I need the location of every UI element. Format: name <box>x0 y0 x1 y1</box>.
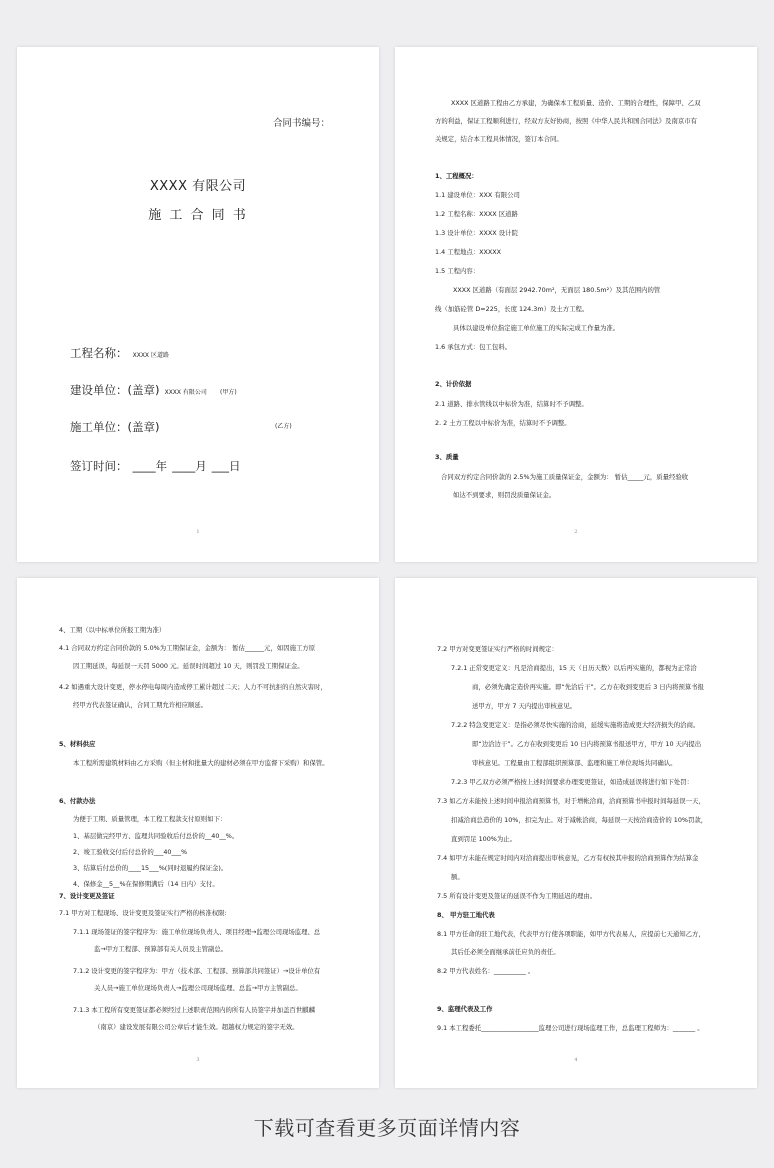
page-3 <box>17 578 379 1088</box>
sign-date-year: ____年 <box>132 459 168 473</box>
contractor-label-text: 施工单位：(盖章) <box>70 420 160 434</box>
project-row <box>70 342 169 361</box>
clause-line: 审核意见。工程量由工程部组织预算部、监理和施工单位现场共同确认。 <box>472 759 677 767</box>
clause-line: 额。 <box>451 873 464 881</box>
clause-line: 2.1 道路、排水管线以中标价为准，结算时不予调整。 <box>435 400 588 408</box>
clause-line: 7.2.1 正常变更定义：凡是洽商提出，15 天（日历天数）以后再实施的，都视为正常洽 <box>451 664 697 672</box>
page-number: 4 <box>574 1057 578 1063</box>
clause-line: 如达不到要求，则罚没质量保证金。 <box>453 491 556 499</box>
clause-line: 扣减洽商总造价的 10%，扣完为止。对于减帐洽商，每延误一天按洽商造价的 10%罚款， <box>451 816 708 824</box>
clause-line: 7.3 如乙方未能按上述时间申报洽商预算书，对于增帐洽商，洽商预算书申报时间每延误一天， <box>437 797 705 805</box>
clause-line: 7.2 甲方对变更签证实行严格的时间规定： <box>437 645 558 653</box>
section-heading: 7、设计变更及签证 <box>59 892 115 900</box>
clause-line: 9.1 本工程委托__________________监理公司进行现场监理工作，总监理工程师为：_______ 。 <box>437 1024 704 1032</box>
clause-line: 1.5 工程内容： <box>435 267 480 275</box>
sign-date-day: ___日 <box>211 459 241 473</box>
clause-line: 1.6 承包方式：包工包料。 <box>435 343 512 351</box>
page-number: 3 <box>196 1057 200 1063</box>
clause-line: 7.1 甲方对工程现场、设计变更及签证实行严格的核准权限: <box>59 909 227 917</box>
page-4 <box>395 578 757 1088</box>
section-heading: 2、计价依据 <box>435 380 472 388</box>
paragraph-line: 方的利益，保证工程顺利进行，经双方友好协商，按照《中华人民共和国合同法》及南京市有 <box>435 117 698 125</box>
project-value: XXXX 区道路 <box>132 352 169 359</box>
section-heading: 3、质量 <box>435 453 459 461</box>
clause-line: 4.2 如遇重大设计变更，停水停电每周内造成停工累计超过二天；人力不可抗拒的自然灾害时， <box>59 683 327 691</box>
clause-line: 1、基层做完经甲方、监理共同验收后付总价的__40__%。 <box>73 832 239 840</box>
download-more-caption: 下载可查看更多页面详情内容 <box>253 1116 521 1140</box>
builder-value: XXXX 有限公司 <box>164 389 207 396</box>
clause-line: 为便于工期、质量管理，本工程工程款支付原则如下： <box>73 815 227 823</box>
clause-line: 1.4 工程地点：XXXXX <box>435 248 502 256</box>
clause-line: 3、结算后付总价的____15___%(同时退履约保证金)。 <box>73 864 228 872</box>
clause-line: 7.5 所有设计变更及签证的延误不作为工期延迟的理由。 <box>437 892 597 900</box>
clause-line: 线（加筋砼管 D=225，长度 124.3m）及土方工程。 <box>435 305 589 313</box>
clause-line: 其后任必须全面继承前任应负的责任。 <box>451 948 560 956</box>
section-heading: 9、监理代表及工作 <box>437 1005 493 1013</box>
clause-line: 7.4 如甲方未能在规定时间内对洽商提出审核意见，乙方有权按其申报的洽商预算作为结算金 <box>437 854 699 862</box>
clause-line: 4.1 合同双方约定合同价款的 5.0%为工期保证金，金额为： 暂估______元，如因施工方原 <box>59 644 316 652</box>
clause-line: 经甲方代表签证确认，合同工期允许相应顺延。 <box>73 701 208 709</box>
section-heading: 4、工期（以中标单位所报工期为准） <box>59 626 166 634</box>
company-name: XXXX 有限公司 <box>149 179 247 194</box>
page-number: 1 <box>196 529 200 535</box>
project-label: 工程名称： <box>70 346 128 360</box>
sign-date-label: 签订时间： <box>70 459 128 473</box>
clause-line: 2、竣工验收交付后付总价的___40___% <box>73 848 188 856</box>
clause-line: 本工程所需建筑材料由乙方采购（但主材和批量大的建材必须在甲方监督下采购）和保管。 <box>73 759 329 767</box>
clause-line: 1.2 工程名称：XXXX 区道路 <box>435 210 518 218</box>
clause-line: 关人员→施工单位现场负责人→监理公司现场监理、总监→甲方主管副总。 <box>94 984 302 992</box>
contractor-party: (乙方) <box>275 423 292 430</box>
clause-line: 8.1 甲方任命的驻工地代表，代表甲方行使各项职能，如甲方代表易人，应提前七天通知乙方， <box>437 930 705 938</box>
section-heading: 5、材料供应 <box>59 740 96 748</box>
clause-line: 1.1 建设单位：XXX 有限公司 <box>435 191 520 199</box>
page-cover <box>17 47 379 562</box>
contractor-label <box>70 416 159 435</box>
section-heading: 8、 甲方驻工地代表 <box>437 911 495 919</box>
clause-line: 合同双方约定合同价款的 2.5%为施工质量保证金，金额为： 暂估_____元，质量经验收 <box>441 473 689 481</box>
clause-line: 监→甲方工程部、预算部有关人员及主管副总。 <box>94 945 228 953</box>
clause-line: 商，必须先确定造价再实施。即“先洽后干”。乙方在收到变更后 3 日内将预算书报 <box>472 683 705 691</box>
clause-line: XXXX 区道路（有面层 2942.70m²，无面层 180.5m²）及其范围内的管 <box>453 286 661 294</box>
clause-line: 7.1.3 本工程所有变更签证都必须经过上述职责范围内的所有人员签字并加盖百世麒麟 <box>73 1006 315 1014</box>
clause-line: 7.2.2 特急变更定义：是指必须尽快实施的洽商，延缓实施将造成更大经济损失的洽商。 <box>451 721 700 729</box>
builder-row <box>70 379 237 398</box>
builder-label: 建设单位：(盖章) <box>70 383 160 397</box>
sign-date-row <box>70 455 241 474</box>
clause-line: 7.2.3 甲乙双方必须严格按上述时间要求办理变更签证，如造成延误将进行如下处罚： <box>451 778 693 786</box>
clause-line: 7.1.1 现场签证的签字程序为：施工单位现场负责人、项目经理→监理公司现场监理、总 <box>73 928 321 936</box>
page-2 <box>395 47 757 562</box>
section-heading: 6、付款办法 <box>59 797 96 805</box>
sign-date-month: ____月 <box>172 459 207 473</box>
clause-line: 4、保修金__5__%在保修期满后（14 日内）支付。 <box>73 880 219 888</box>
clause-line: 即“边洽边干”。乙方在收到变更后 10 日内将预算书报送甲方，甲方 10 天内提出 <box>472 740 702 748</box>
clause-line: 8.2 甲方代表姓名：__________ 。 <box>437 967 535 975</box>
clause-line: 送甲方，甲方 7 天内提出审核意见。 <box>472 702 576 710</box>
clause-line: 1.3 设计单位：XXXX 设计院 <box>435 229 518 237</box>
clause-line: 2. 2 土方工程以中标价为准，结算时不予调整。 <box>435 419 571 427</box>
contract-number-label: 合同书编号： <box>273 118 331 129</box>
clause-line: （南京）建设发展有限公司公章后才能生效。超越权力规定的签字无效。 <box>94 1023 299 1031</box>
clause-line: 具体以建设单位指定施工单位施工的实际完成工作量为准。 <box>453 324 620 332</box>
builder-party: (甲方) <box>220 389 237 396</box>
clause-line: 因工期延误，每延误一天罚 5000 元。延误时间超过 10 天，则罚没工期保证金。 <box>73 662 304 670</box>
paragraph-line: XXXX 区道路工程由乙方承建，为确保本工程质量、造价、工期的合理性，保障甲、乙双 <box>451 99 701 107</box>
page-number: 2 <box>574 529 578 535</box>
clause-line: 7.1.2 设计变更的签字程序为：甲方（技术部、工程部、预算部共同签证）→设计单位有 <box>73 967 321 975</box>
clause-line: 直到罚足 100%为止。 <box>451 835 517 843</box>
section-heading: 1、工程概况： <box>435 172 478 180</box>
document-title: 施 工 合 同 书 <box>148 208 248 223</box>
paragraph-line: 关规定，结合本工程具体情况，签订本合同。 <box>435 135 563 143</box>
